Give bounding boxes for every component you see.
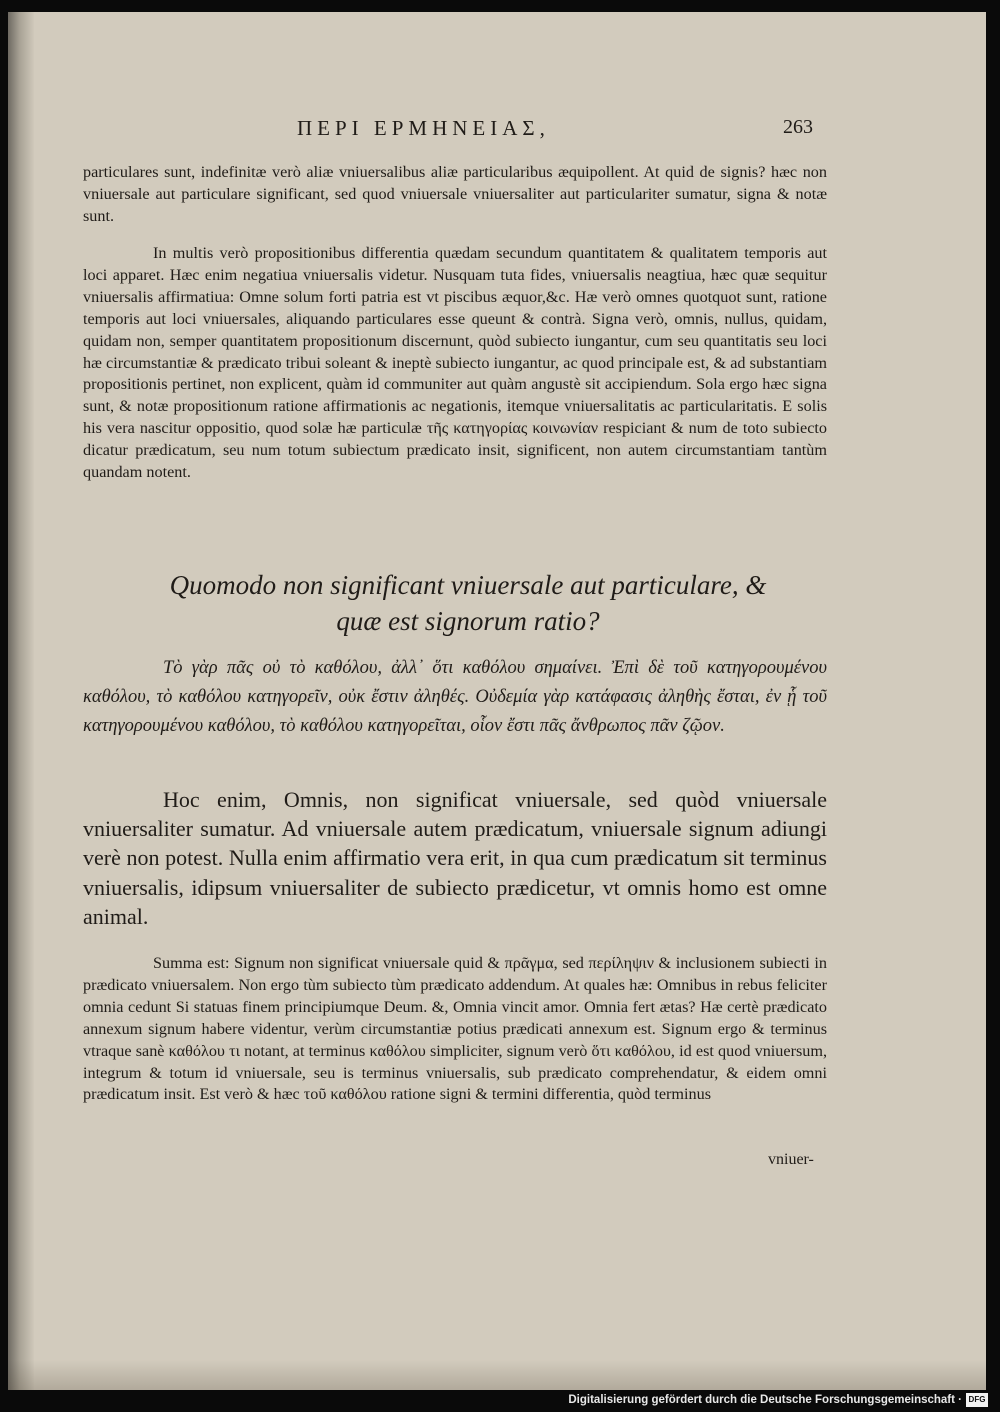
- page-number: 263: [783, 116, 813, 138]
- paragraph-3: Summa est: Signum non significat vniuersale quid & πρᾶγμα, sed περίληψιν & inclusionem subiecti in prædicato vniuersalem. Non ergo tùm subiecto tùm prædicato addendum. At quales hæ: Omnibus in rebus feliciter omnia cedunt Si statuas finem principiumque Deum. &, Omnia vincit amor. Omnia fert ætas? Hæ certè prædicato annexum signum habere videntur, verùm circumstantiæ potius prædicati annexum est. Signum ergo & terminus vtraque sanè καθόλου τι notant, at terminus καθόλου simpliciter, signum verò ὅτι καθόλου, id est quod vniuersum, integrum & totum id vniuersale, seu is terminus vniuersalis, sub prædicato comprehendatur, & eidem omni prædicatum insit. Est verò & hæc τοῦ καθόλου ratione signi & termini differentia, quòd terminus: [83, 954, 827, 1104]
- section-heading-line-1: Quomodo non significant vniuersale aut particulare, &: [169, 570, 767, 600]
- paragraph-1: particulares sunt, indefinitæ verò aliæ vniuersalibus aliæ particularibus æquipollent. At quid de signis? hæc non vniuersale aut particulare significant, sed quod vniuersale vniuersaliter aut particulariter sumatur, signa & notæ sunt.: [83, 163, 827, 225]
- running-header: ΠΕΡΙ ΕΡΜΗΝΕΙΑΣ,: [297, 116, 550, 140]
- section-heading-line-2: quæ est signorum ratio?: [336, 606, 600, 636]
- page-gutter-shadow: [8, 12, 34, 1390]
- section-heading: [108, 567, 828, 639]
- latin-translation: Hoc enim, Omnis, non significat vniuersale, sed quòd vniuersale vniuersaliter sumatur. Ad vniuersale autem prædicatum, vniuersale signum adiungi verè non potest. Nulla enim affirmatio vera erit, in qua cum prædicatum sit terminus vniuersalis, idipsum vniuersaliter de subiecto prædicetur, vt omnis homo est omne animal.: [83, 787, 827, 929]
- book-page: [8, 12, 986, 1390]
- dfg-logo: DFG: [966, 1393, 988, 1407]
- paragraph-2: In multis verò propositionibus differentia quædam secundum quantitatem & qualitatem temporis aut loci apparet. Hæc enim negatiua vniuersalis videtur. Nusquam tuta fides, vniuersalis neagtiua, hæc quæ sequitur vniuersalis affirmatiua: Omne solum forti patria est vt piscibus æquor,&c. Hæ verò omnes quotquot sunt, ratione temporis aut loci vniuersales, aliquando particulares esse queunt & contrà. Signa verò, omnis, nullus, quidam, quidam non, semper quantitatem propositionum discernunt, quòd subiecto iungantur, cum seu quantitatis seu loci hæ circumstantiæ & prædicato tribui soleant & ineptè subiecto iungantur, ac quod principale est, & ad substantiam propositionis pertinet, non explicent, quàm id communiter aut quàm angustè sit accipiendum. Sola ergo hæc signa sunt, & notæ propositionum ratione affirmationis ac negationis, itemque vniuersalitatis ac particularitatis. E solis his vera nascitur oppositio, quod solæ hæ particulæ τῆς κατηγορίας κοινωνίαν respiciant & num de toto subiecto dicatur prædicatum, seu num totum subiectum prædicato insit, significent, non autem circumstantiam tantùm quandam notent.: [83, 244, 827, 482]
- greek-source-text: Τὸ γὰρ πᾶς οὐ τὸ καθόλου, ἀλλ᾽ ὅτι καθόλου σημαίνει. Ἐπὶ δὲ τοῦ κατηγορουμένου καθόλου, τὸ καθόλου κατηγορεῖν, οὐκ ἔστιν ἀληθές. Οὐδεμία γὰρ κατάφασις ἀληθὴς ἔσται, ἐν ᾗ τοῦ κατηγορουμένου καθόλου, τὸ καθόλου κατηγορεῖται, οἷον ἔστι πᾶς ἄνθρωπος πᾶν ζῷον.: [83, 658, 827, 736]
- funding-note: Digitalisierung gefördert durch die Deutsche Forschungsgemeinschaft ·: [568, 1394, 962, 1406]
- catchword: vniuer-: [768, 1151, 814, 1168]
- page-edge-shadow: [8, 1360, 986, 1390]
